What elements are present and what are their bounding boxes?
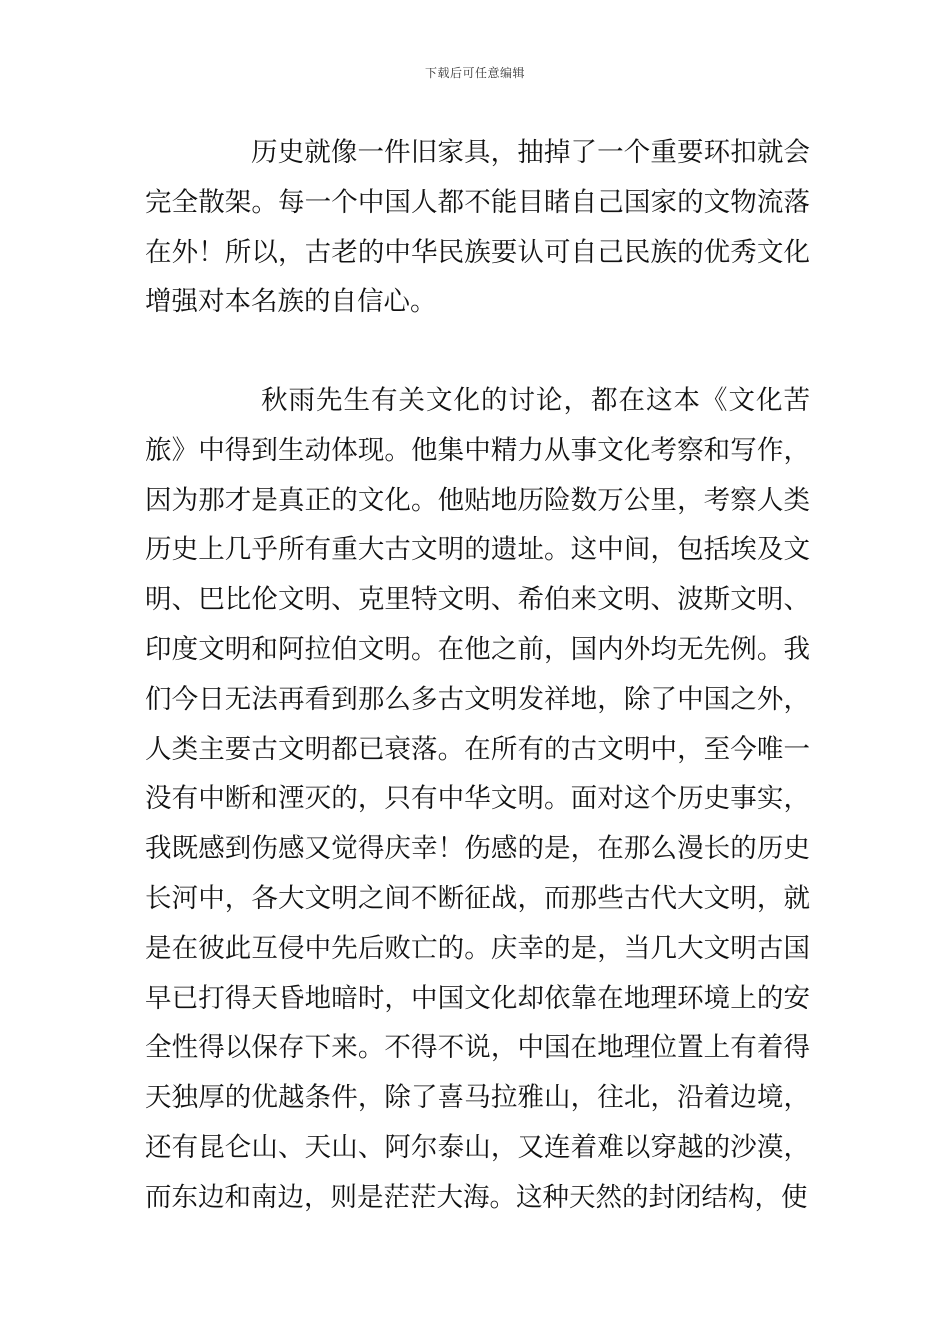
paragraph-2: 秋雨先生有关文化的讨论，都在这本《文化苦旅》中得到生动体现。他集中精力从事文化考察和写作，因为那才是真正的文化。他贴地历险数万公里，考察人类历史上几乎所有重大古文明的遗址。这中间，包括埃及文明、巴比伦文明、克里特文明、希伯来文明、波斯文明、印度文明和阿拉伯文明。在他之前，国内外均无先例。我们今日无法再看到那么多古文明发祥地，除了中国之外，人类主要古文明都已衰落。在所有的古文明中，至今唯一没有中断和湮灭的，只有中华文明。面对这个历史事实，我既感到伤感又觉得庆幸！伤感的是，在那么漫长的历史长河中，各大文明之间不断征战，而那些古代大文明，就是在彼此互侵中先后败亡的。庆幸的是，当几大文明古国早已打得天昏地暗时，中国文化却依靠在地理环境上的安全性得以保存下来。不得不说，中国在地理位置上有着得天独厚的优越条件，除了喜马拉雅山，往北，沿着边境，还有昆仑山、天山、阿尔泰山，又连着难以穿越的沙漠，而东边和南边，则是茫茫大海。这种天然的封闭结构，使 [145,385,810,1213]
page-header: 下载后可任意编辑 [424,66,525,80]
paragraph-1: 历史就像一件旧家具，抽掉了一个重要环扣就会完全散架。每一个中国人都不能目睹自己国家的文物流落在外！所以，古老的中华民族要认可自己民族的优秀文化增强对本名族的自信心。 [145,137,810,318]
